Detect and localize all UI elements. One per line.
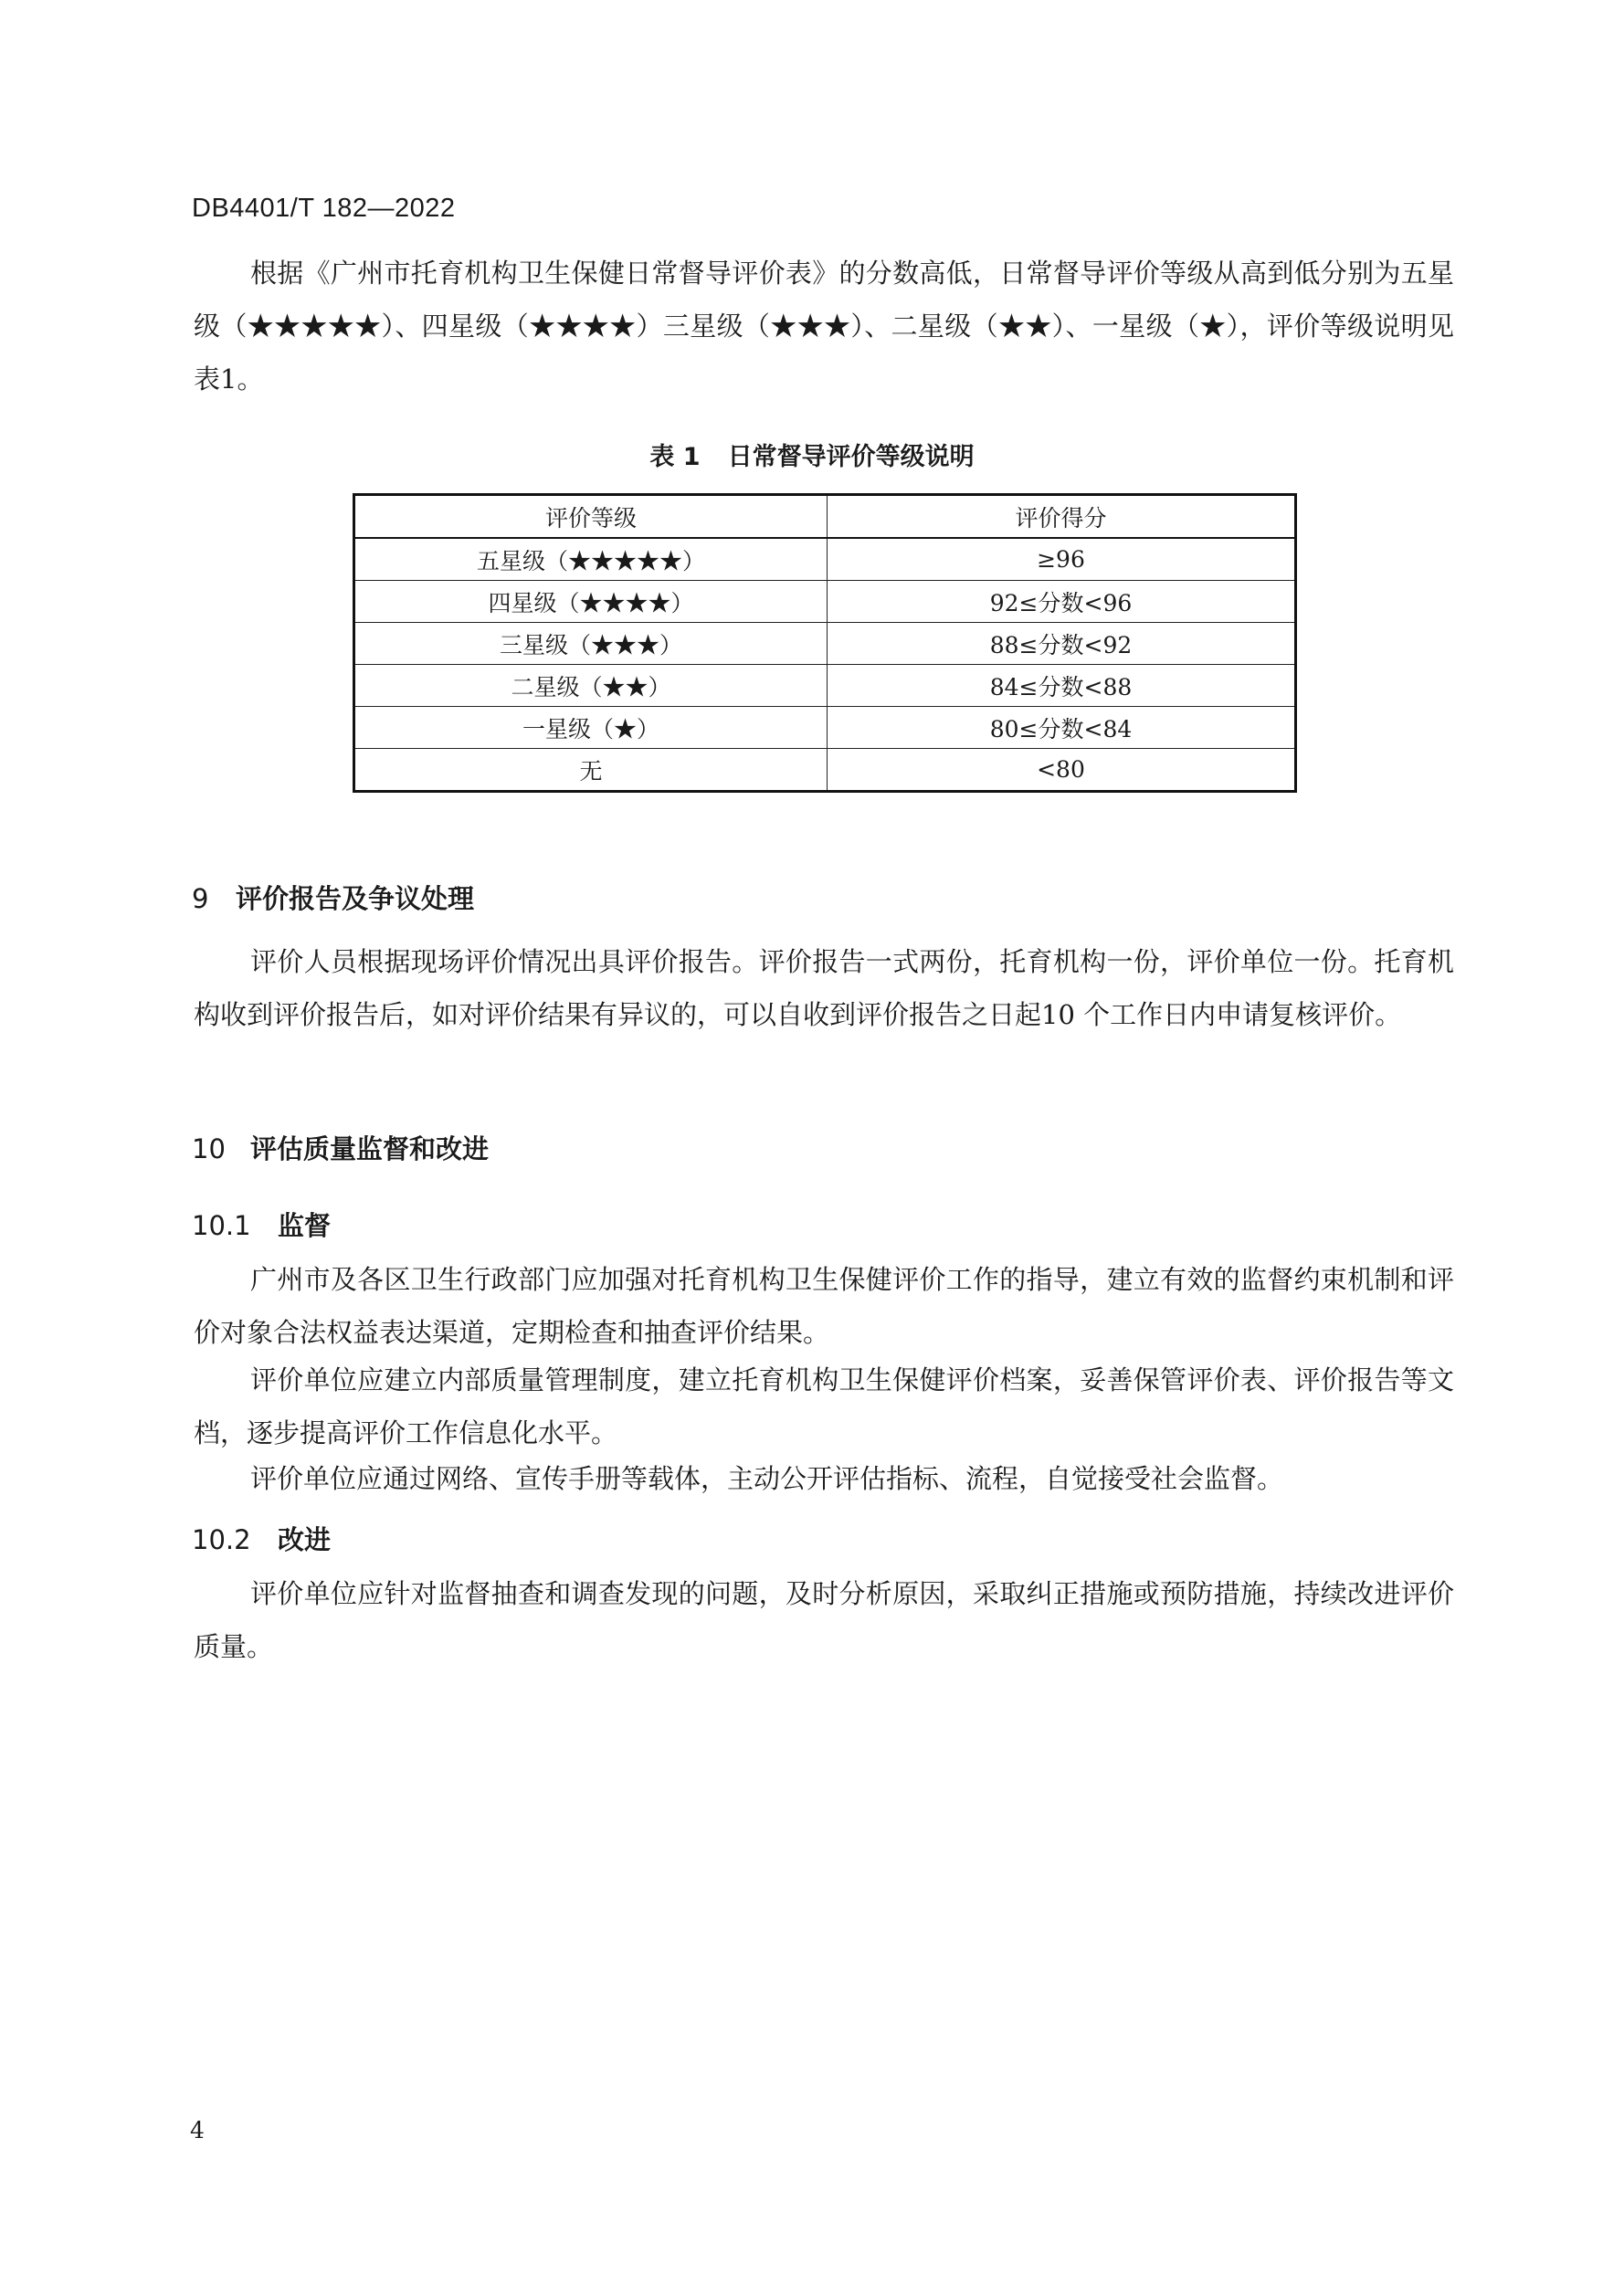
grade-cell: 三星级（★★★） bbox=[354, 623, 828, 665]
grade-cell: 五星级（★★★★★） bbox=[354, 538, 828, 581]
score-cell: ≥96 bbox=[828, 538, 1296, 581]
section-10-1-paragraph-2: 评价单位应建立内部质量管理制度，建立托育机构卫生保健评价档案，妥善保管评价表、评价报告等文档，逐步提高评价工作信息化水平。 bbox=[194, 1364, 1454, 1448]
table-row bbox=[354, 665, 1296, 707]
score-cell: 80≤分数<84 bbox=[828, 707, 1296, 749]
table-header-row bbox=[354, 495, 1296, 539]
table-row bbox=[354, 538, 1296, 581]
document-code: DB4401/T 182—2022 bbox=[192, 194, 456, 223]
grade-cell: 四星级（★★★★） bbox=[354, 581, 828, 623]
section-10-title: 评估质量监督和改进 bbox=[250, 1133, 490, 1164]
grade-cell: 一星级（★） bbox=[354, 707, 828, 749]
section-10-2-heading bbox=[192, 1520, 331, 1557]
table-caption-number: 表 1 bbox=[649, 443, 701, 471]
section-10-1-heading bbox=[192, 1206, 331, 1243]
table-row bbox=[354, 581, 1296, 623]
section-10-1-paragraph-3: 评价单位应通过网络、宣传手册等载体，主动公开评估指标、流程，自觉接受社会监督。 bbox=[250, 1463, 1284, 1494]
section-10-2-title: 改进 bbox=[278, 1524, 332, 1555]
score-cell: 92≤分数<96 bbox=[828, 581, 1296, 623]
section-10-number: 10 bbox=[192, 1133, 226, 1164]
intro-paragraph: 根据《广州市托育机构卫生保健日常督导评价表》的分数高低，日常督导评价等级从高到低分别为五星级（★★★★★）、四星级（★★★★）三星级（★★★）、二星级（★★）、一星级（★），评价等级说明见表1。 bbox=[194, 258, 1454, 395]
header-grade: 评价等级 bbox=[354, 495, 828, 539]
table-row bbox=[354, 707, 1296, 749]
page-number: 4 bbox=[190, 2117, 205, 2143]
section-10-2-paragraph: 评价单位应针对监督抽查和调查发现的问题，及时分析原因，采取纠正措施或预防措施，持续改进评价质量。 bbox=[194, 1578, 1454, 1662]
section-9-paragraph: 评价人员根据现场评价情况出具评价报告。评价报告一式两份，托育机构一份，评价单位一份。托育机构收到评价报告后，如对评价结果有异议的，可以自收到评价报告之日起10 个工作日内申请复核评价。 bbox=[194, 946, 1454, 1030]
table-caption-title: 日常督导评价等级说明 bbox=[727, 443, 975, 471]
score-cell: <80 bbox=[828, 749, 1296, 792]
score-cell: 88≤分数<92 bbox=[828, 623, 1296, 665]
grade-cell: 二星级（★★） bbox=[354, 665, 828, 707]
grade-cell: 无 bbox=[354, 749, 828, 792]
header-score: 评价得分 bbox=[828, 495, 1296, 539]
table-caption bbox=[0, 437, 1624, 472]
section-10-1-number: 10.1 bbox=[192, 1210, 251, 1241]
table-row bbox=[354, 749, 1296, 792]
score-cell: 84≤分数<88 bbox=[828, 665, 1296, 707]
table-row bbox=[354, 623, 1296, 665]
section-10-heading bbox=[192, 1129, 489, 1166]
grade-table bbox=[353, 493, 1297, 793]
section-10-1-paragraph-1: 广州市及各区卫生行政部门应加强对托育机构卫生保健评价工作的指导，建立有效的监督约束机制和评价对象合法权益表达渠道，定期检查和抽查评价结果。 bbox=[194, 1264, 1454, 1348]
section-9-title: 评价报告及争议处理 bbox=[236, 883, 475, 914]
section-10-1-title: 监督 bbox=[278, 1210, 332, 1241]
section-9-heading bbox=[192, 879, 474, 916]
section-10-2-number: 10.2 bbox=[192, 1524, 251, 1555]
section-9-number: 9 bbox=[192, 883, 209, 914]
